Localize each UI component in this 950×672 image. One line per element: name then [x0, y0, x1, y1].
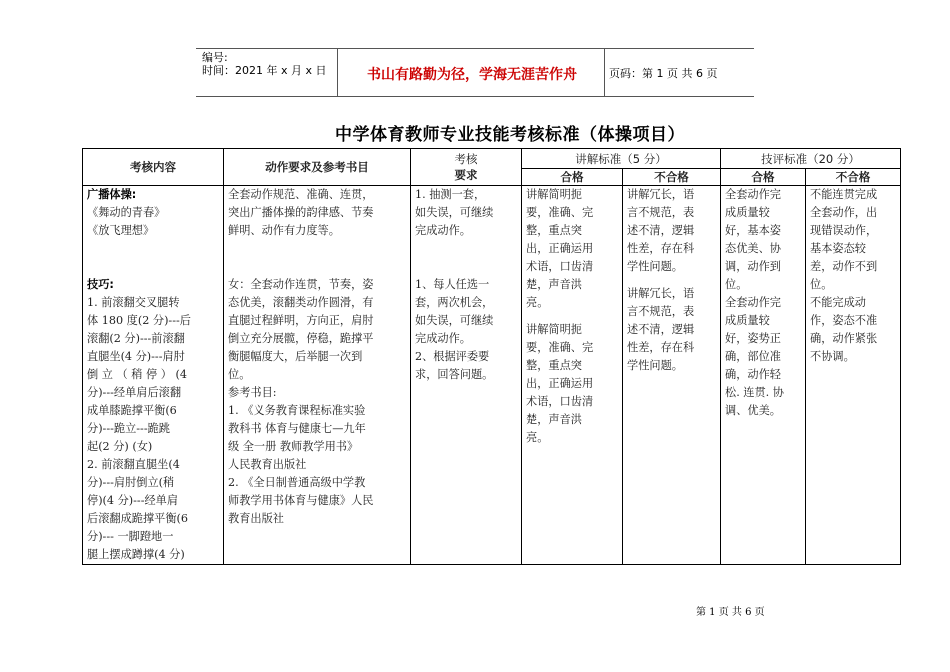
skill-pass-line: 确，动作轻 [725, 368, 781, 381]
cell-skill-pass [721, 186, 806, 565]
skill-fail-line: 基本姿态较 [810, 242, 866, 255]
exam-line: 1. 抽测一套， [415, 188, 486, 201]
skill-fail-line: 现错误动作， [810, 224, 878, 237]
skill-fail-line: 不能连贯完成 [810, 188, 878, 201]
explain-pass-line: 亮。 [526, 431, 549, 444]
skill-fail-line: 全套动作，出 [810, 206, 878, 219]
skill-fail-line: 位。 [810, 278, 833, 291]
content-item: 《舞动的青春》 [87, 206, 166, 219]
explain-fail-line: 述不清，逻辑 [627, 323, 695, 336]
content-line: 起(2 分) (女) [87, 440, 153, 453]
content-line: 体 180 度(2 分)---后 [87, 314, 191, 327]
footer-page-label: 第 1 页 共 6 页 [696, 607, 765, 618]
content-heading-skills: 技巧: [87, 278, 114, 291]
action-line: 全套动作规范、准确、连贯， [228, 188, 374, 201]
explain-fail-line: 讲解冗长，语 [627, 287, 695, 300]
explain-pass-line: 整，重点突 [526, 224, 582, 237]
explain-pass-line: 亮。 [526, 296, 549, 309]
content-line: 成单膝跪撑平衡(6 [87, 404, 177, 417]
cell-explain-pass [522, 186, 623, 565]
skill-fail-line: 作，姿态不准 [810, 314, 878, 327]
content-line: 分)--- 一脚蹬地一 [87, 530, 174, 543]
explain-pass-line: 要，准确、完 [526, 206, 594, 219]
skill-pass-line: 全套动作完 [725, 188, 781, 201]
content-line: 停)(4 分)---经单肩 [87, 494, 179, 507]
cell-action [224, 186, 411, 565]
action-line: 2. 《全日制普通高级中学教 [228, 476, 366, 489]
skill-pass-line: 位。 [725, 278, 748, 291]
exam-line: 如失误，可继续 [415, 314, 494, 327]
content-line: 2. 前滚翻直腿坐(4 [87, 458, 180, 471]
header-action: 动作要求及参考书目 [224, 149, 411, 186]
action-line: 衡腿幅度大，后举腿一次到 [228, 350, 363, 363]
explain-pass-line: 楚，声音洪 [526, 413, 582, 426]
content-line: 分)---肩肘倒立(稍 [87, 476, 175, 489]
skill-fail-line: 确，动作紧张 [810, 332, 878, 345]
exam-line: 完成动作。 [415, 224, 471, 237]
action-line: 人民教育出版社 [228, 458, 307, 471]
header-exam: 考核 要求 [411, 149, 522, 186]
header-motto: 书山有路勤为径，学海无涯苦作舟 [367, 67, 577, 83]
skill-pass-line: 好，基本姿 [725, 224, 781, 237]
action-line: 教科书 体育与健康七—九年 [228, 422, 366, 435]
document-number-label: 编号: [202, 51, 228, 64]
action-line: 倒立充分展髋，停稳，跪撑平 [228, 332, 374, 345]
action-line: 位。 [228, 368, 251, 381]
header-content: 考核内容 [83, 149, 224, 186]
skill-pass-line: 调、优美。 [725, 404, 781, 417]
explain-fail-line: 学性问题。 [627, 359, 683, 372]
skill-pass-line: 成质量较 [725, 314, 770, 327]
explain-pass-line: 整，重点突 [526, 359, 582, 372]
action-line: 教育出版社 [228, 512, 284, 525]
skill-pass-line: 确，部位准 [725, 350, 781, 363]
content-line: 腿上摆成蹲撑(4 分) [87, 548, 185, 561]
explain-fail-line: 学性问题。 [627, 260, 683, 273]
skill-pass-line: 好，姿势正 [725, 332, 781, 345]
cell-exam [411, 186, 522, 565]
header-explain-pass: 合格 [522, 169, 623, 186]
explain-pass-line: 楚，声音洪 [526, 278, 582, 291]
action-line: 直腿过程鲜明，方向正，肩肘 [228, 314, 374, 327]
skill-fail-line: 差，动作不到 [810, 260, 878, 273]
content-line: 滚翻(2 分)---前滚翻 [87, 332, 185, 345]
exam-line: 如失误，可继续 [415, 206, 494, 219]
exam-line: 2、根据评委要 [415, 350, 490, 363]
explain-fail-line: 述不清，逻辑 [627, 224, 695, 237]
action-line: 参考书目: [228, 386, 277, 399]
exam-line: 完成动作。 [415, 332, 471, 345]
exam-line: 1、每人任选一 [415, 278, 490, 291]
document-time-label: 时间：2021 年 x 月 x 日 [202, 64, 327, 77]
explain-pass-line: 讲解简明扼 [526, 188, 582, 201]
skill-pass-line: 松. 连贯. 协 [725, 386, 784, 399]
explain-pass-line: 术语，口齿清 [526, 260, 594, 273]
skill-fail-line: 不协调。 [810, 350, 855, 363]
content-line: 直腿坐(4 分)---肩肘 [87, 350, 185, 363]
exam-line: 套，两次机会， [415, 296, 494, 309]
action-line: 1. 《义务教育课程标准实验 [228, 404, 366, 417]
explain-fail-line: 讲解冗长，语 [627, 188, 695, 201]
action-line: 师教学用书体育与健康》人民 [228, 494, 374, 507]
assessment-table [82, 148, 901, 565]
header-explain: 讲解标准（5 分） [522, 149, 721, 169]
page-title: 中学体育教师专业技能考核标准（体操项目） [335, 125, 685, 145]
cell-explain-fail [623, 186, 721, 565]
skill-pass-line: 调，动作到 [725, 260, 781, 273]
content-line: 倒 立 （ 稍 停 ） (4 [87, 368, 187, 381]
header-skill-pass: 合格 [721, 169, 806, 186]
explain-pass-line: 要，准确、完 [526, 341, 594, 354]
action-line: 女：全套动作连贯，节奏，姿 [228, 278, 374, 291]
explain-pass-line: 讲解简明扼 [526, 323, 582, 336]
header-skill: 技评标准（20 分） [721, 149, 901, 169]
skill-fail-line: 不能完成动 [810, 296, 866, 309]
content-line: 后滚翻成跪撑平衡(6 [87, 512, 188, 525]
header-top-rule [196, 48, 754, 49]
exam-line: 求，回答问题。 [415, 368, 494, 381]
content-line: 1. 前滚翻交叉腿转 [87, 296, 180, 309]
explain-pass-line: 出，正确运用 [526, 242, 594, 255]
header-explain-fail: 不合格 [623, 169, 721, 186]
content-item: 《放飞理想》 [87, 224, 155, 237]
skill-pass-line: 全套动作完 [725, 296, 781, 309]
explain-fail-line: 言不规范，表 [627, 305, 695, 318]
cell-skill-fail [806, 186, 901, 565]
action-line: 级 全一册 教师教学用书》 [228, 440, 359, 453]
explain-pass-line: 出，正确运用 [526, 377, 594, 390]
skill-pass-line: 态优美、协 [725, 242, 781, 255]
content-heading-broadcast: 广播体操: [87, 188, 137, 201]
explain-fail-line: 言不规范，表 [627, 206, 695, 219]
content-line: 分)---经单肩后滚翻 [87, 386, 182, 399]
action-line: 态优美，滚翻类动作圆滑，有 [228, 296, 374, 309]
action-line: 突出广播体操的韵律感、节奏 [228, 206, 374, 219]
explain-fail-line: 性差，存在科 [627, 341, 695, 354]
explain-pass-line: 术语，口齿清 [526, 395, 594, 408]
cell-content [83, 186, 224, 565]
action-line: 鲜明、动作有力度等。 [228, 224, 340, 237]
header-bottom-rule [196, 96, 754, 97]
explain-fail-line: 性差，存在科 [627, 242, 695, 255]
content-line: 分)---跪立---跪跳 [87, 422, 170, 435]
header-skill-fail: 不合格 [806, 169, 901, 186]
header-page-label: 页码：第 1 页 共 6 页 [609, 67, 718, 80]
skill-pass-line: 成质量较 [725, 206, 770, 219]
